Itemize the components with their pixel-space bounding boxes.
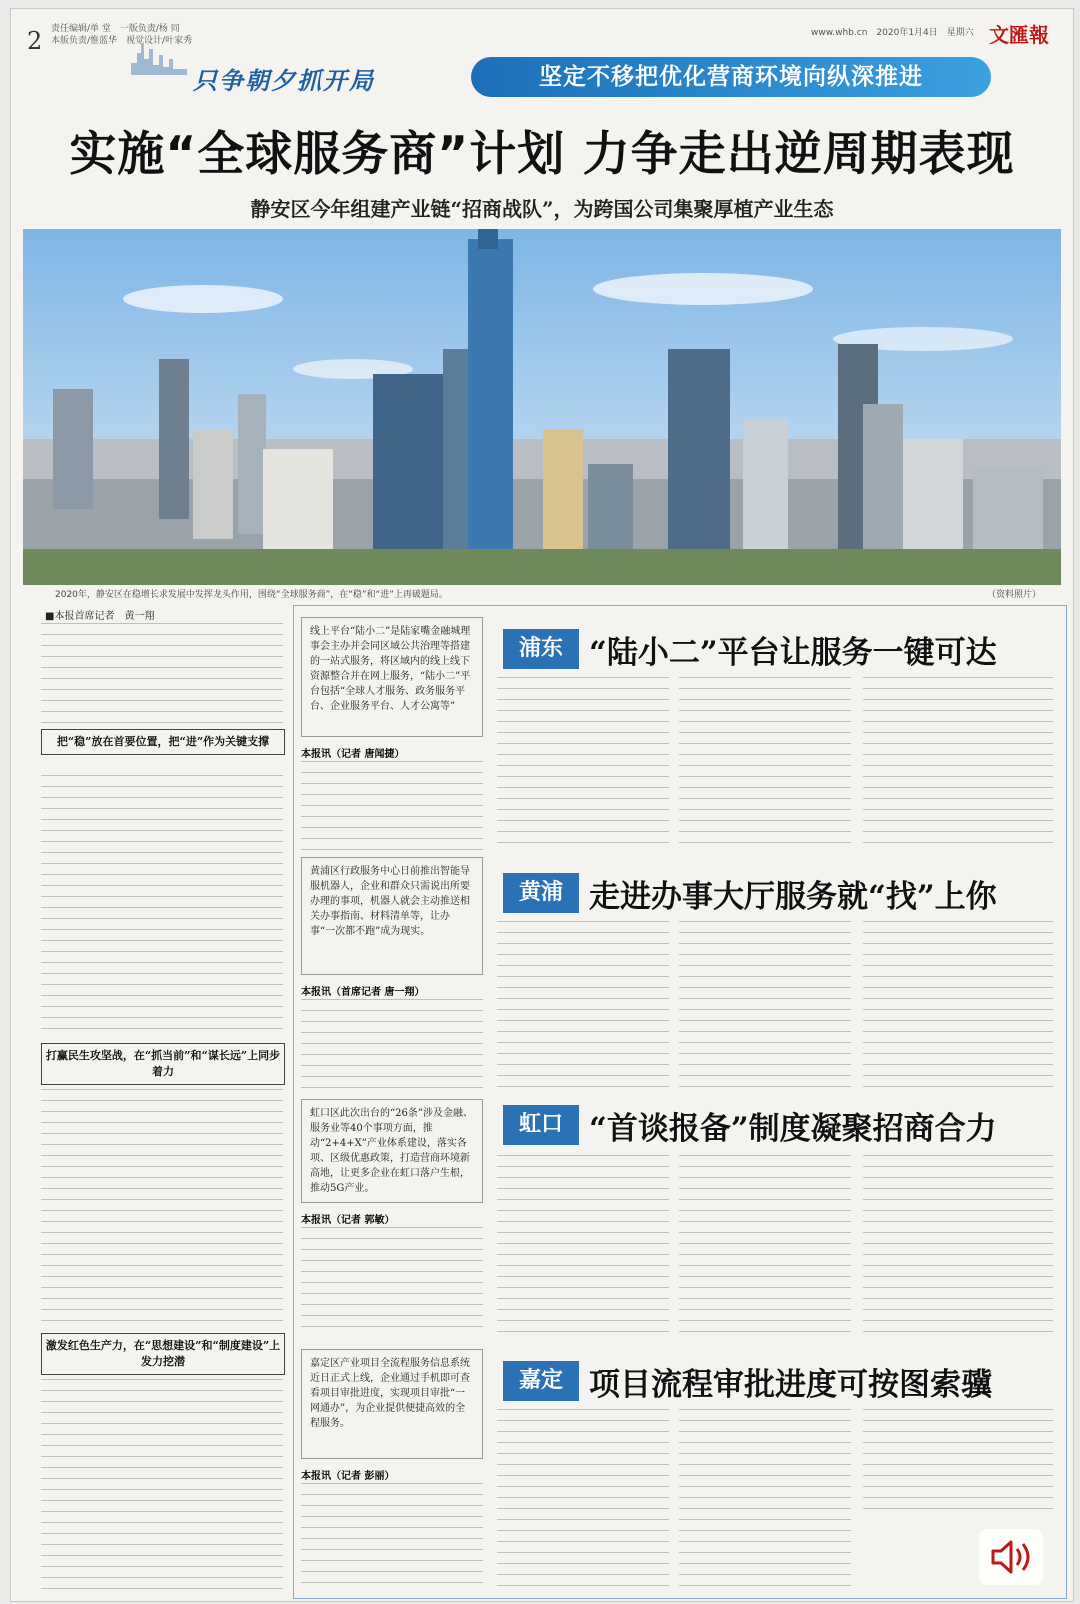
body-text-block	[497, 1409, 669, 1587]
district-tag-hongkou: 虹口	[503, 1105, 579, 1145]
photo-credit: （资料照片）	[987, 590, 1042, 600]
reporter-pudong: 本报讯（记者 唐闻捷）	[301, 749, 405, 760]
body-text-block	[863, 1409, 1053, 1519]
left-subhead-3: 激发红色生产力，在“思想建设”和“制度建设”上发力挖潜	[41, 1333, 285, 1375]
reporter-huangpu: 本报讯（首席记者 唐一翔）	[301, 987, 425, 998]
body-text-block	[679, 677, 851, 851]
left-column-byline: ■本报首席记者 黄一翔	[45, 611, 155, 622]
body-text-block	[497, 1155, 669, 1337]
newspaper-page	[10, 8, 1074, 1602]
summary-box-hongkou: 虹口区此次出台的“26条”涉及金融、服务业等40个事项方面，推动“2+4+X”产业体系建设，落实各项、区级优惠政策，打造营商环境新高地，让更多企业在虹口落户生根，推动5G产业。	[301, 1099, 483, 1203]
left-subhead-1: 把“稳”放在首要位置，把“进”作为关键支撑	[41, 729, 285, 755]
page-headline: 实施“全球服务商”计划 力争走出逆周期表现	[69, 127, 1015, 182]
body-text-block	[41, 623, 283, 723]
body-text-block	[863, 1155, 1053, 1337]
district-tag-pudong: 浦东	[503, 629, 579, 669]
newspaper-logo: 文匯報	[989, 23, 1049, 47]
body-text-block	[301, 1483, 483, 1587]
district-tag-huangpu: 黄浦	[503, 873, 579, 913]
section-heading-huangpu: 走进办事大厅服务就“找”上你	[589, 879, 997, 915]
reporter-hongkou: 本报讯（记者 郭敏）	[301, 1215, 395, 1226]
body-text-block	[301, 999, 483, 1091]
skyline-illustration	[23, 229, 1061, 585]
section-banner: 坚定不移把优化营商环境向纵深推进	[471, 57, 991, 97]
page-number: 2	[27, 27, 43, 55]
summary-box-jiading: 嘉定区产业项目全流程服务信息系统近日正式上线，企业通过手机即可查看项目审批进度，实现项目审批“一网通办”，为企业提供便捷高效的全程服务。	[301, 1349, 483, 1459]
reporter-jiading: 本报讯（记者 彭丽）	[301, 1471, 395, 1482]
body-text-block	[679, 1409, 851, 1587]
body-text-block	[41, 1379, 283, 1589]
body-text-block	[497, 677, 669, 851]
summary-box-pudong: 线上平台“陆小二”是陆家嘴金融城理事会主办并会同区域公共治理等搭建的一站式服务，将区域内的线上线下资源整合并在网上服务，“陆小二”平台包括“全球人才服务、政务服务平台、企业服务平台、人才公寓等”	[301, 617, 483, 737]
body-text-block	[301, 1227, 483, 1337]
speaker-icon	[979, 1529, 1043, 1585]
editor-line-2: 本版负责/惟蓝华 视觉设计/叶家秀	[51, 36, 193, 46]
skyline-icon	[131, 39, 187, 75]
page-subtitle: 静安区今年组建产业链“招商战队”，为跨国公司集聚厚植产业生态	[250, 197, 834, 221]
body-text-block	[863, 921, 1053, 1091]
editor-line-1: 责任编辑/单 堂 一版负责/杨 同	[51, 24, 180, 34]
section-heading-hongkou: “首谈报备”制度凝聚招商合力	[589, 1111, 997, 1147]
section-heading-pudong: “陆小二”平台让服务一键可达	[589, 635, 997, 671]
left-subhead-2: 打赢民生攻坚战，在“抓当前”和“谋长远”上同步着力	[41, 1043, 285, 1085]
summary-box-huangpu: 黄浦区行政服务中心日前推出智能导服机器人，企业和群众只需说出所要办理的事项，机器人就会主动推送相关办事指南、材料清单等，让办事“一次都不跑”成为现实。	[301, 857, 483, 975]
body-text-block	[679, 921, 851, 1091]
section-heading-jiading: 项目流程审批进度可按图索骥	[589, 1367, 992, 1403]
campaign-slogan: 只争朝夕抓开局	[193, 66, 375, 95]
body-text-block	[863, 677, 1053, 851]
date-line: www.whb.cn 2020年1月4日 星期六	[811, 28, 974, 38]
audio-play-button[interactable]	[979, 1529, 1043, 1585]
district-tag-jiading: 嘉定	[503, 1361, 579, 1401]
masthead	[11, 9, 1073, 99]
city-skyline-photo	[23, 229, 1061, 585]
body-text-block	[41, 1089, 283, 1327]
body-text-block	[497, 921, 669, 1091]
body-text-block	[679, 1155, 851, 1337]
body-text-block	[301, 761, 483, 851]
photo-caption: 2020年，静安区在稳增长求发展中发挥龙头作用，围绕“全球服务商”，在“稳”和“进”上再破题局。	[55, 590, 448, 600]
body-text-block	[41, 775, 283, 1037]
